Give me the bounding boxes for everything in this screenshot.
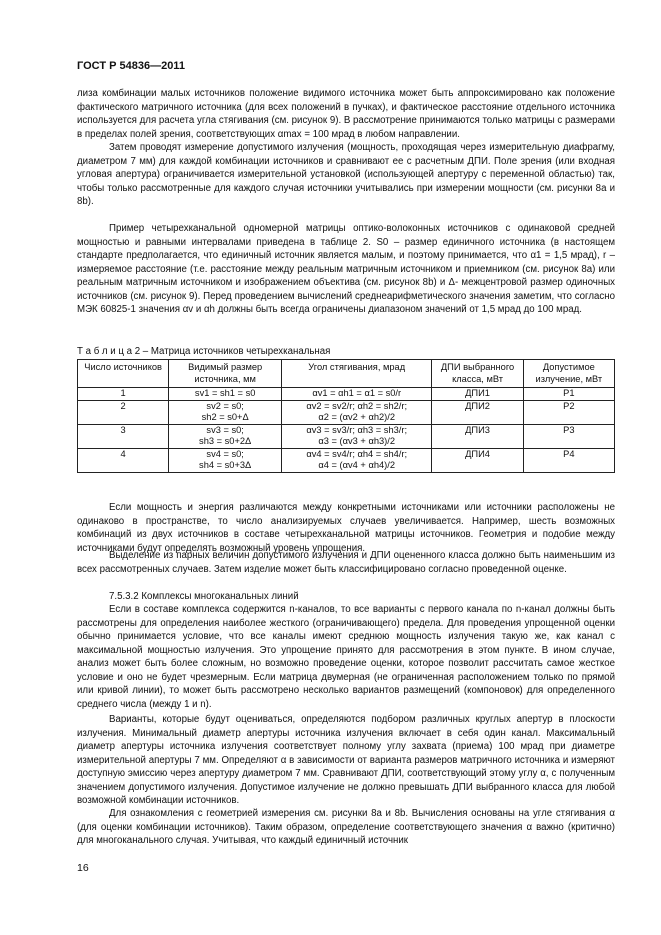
table-row (78, 388, 615, 401)
cell-line: sv2 = s0; (206, 400, 244, 411)
table-row (78, 424, 615, 448)
cell-count: 1 (78, 388, 169, 401)
paragraph-measurement: Затем проводят измерение допустимого излучения (мощность, проходящая через измерительную диафрагму, диаметром 7 мм) для каждой комбинации источников и сравнивают ее с расчетным ДПИ. Поле зрения (или входная угловая апертура) ограничивается измерительной установкой (использующей апертуру с переменной областью) так, чтобы только рассмотренные для каждого случая источники учитывались при измерении мощности (см. рисунки 8а и 8b). (77, 142, 615, 207)
paragraph-geometry: Для ознакомления с геометрией измерения см. рисунки 8а и 8b. Вычисления основаны на угле стягивания α (для оценки комбинации источников). Таким образом, определение соответствующего значения α важно (критично) для многоканального случая. Учитывая, что каждый единичный источник (77, 808, 615, 846)
cell-count: 3 (78, 424, 169, 448)
cell-line: αv4 = sv4/r; αh4 = sh4/r; (306, 448, 408, 459)
cell-size: sv1 = sh1 = s0 (169, 388, 282, 401)
cell-count: 2 (78, 400, 169, 424)
cell-line: αv3 = sv3/r; αh3 = sh3/r; (306, 424, 408, 435)
cell-angle (282, 400, 432, 424)
source-matrix-table (77, 359, 615, 473)
cell-line: sv4 = s0; (206, 448, 244, 459)
cell-size (169, 424, 282, 448)
cell-line: sh3 = s0+2Δ (199, 436, 252, 446)
paragraph-continuation: лиза комбинации малых источников положение видимого источника может быть аппроксимировано как положение фактического матричного источника (для всех положений в пучках), и фактическое расстояние отдельного источника используется для расчета угла стягивания (см. рисунок 9). В рассмотрение принимаются только матрицы с размерами в пределах полей зрения, соответствующих αmax = 100 мрад в любом направлении. (77, 88, 615, 140)
cell-size (169, 400, 282, 424)
header-ael: ДПИ выбранного класса, мВт (432, 360, 523, 388)
section-heading: 7.5.3.2 Комплексы многоканальных линий (109, 591, 299, 602)
cell-line: sh4 = s0+3Δ (199, 460, 252, 470)
cell-size (169, 448, 282, 472)
cell-line: sh2 = s0+Δ (201, 412, 249, 422)
cell-ael: ДПИ2 (432, 400, 523, 424)
table-row (78, 400, 615, 424)
cell-power: P4 (523, 448, 614, 472)
cell-angle: αv1 = αh1 = α1 = s0/r (282, 388, 432, 401)
cell-line: α4 = (αv4 + αh4)/2 (318, 460, 396, 470)
cell-power: P3 (523, 424, 614, 448)
cell-line: α3 = (αv3 + αh3)/2 (318, 436, 396, 446)
cell-ael: ДПИ4 (432, 448, 523, 472)
header-visible-size: Видимый размер источника, мм (169, 360, 282, 388)
paragraph-selection: Выделение из парных величин допустимого излучения и ДПИ оцененного класса должно быть наименьшим из всех рассмотренных случаев. Затем изделие может быть классифицировано согласно проведенной оценке. (77, 550, 615, 575)
cell-power: P2 (523, 400, 614, 424)
cell-line: sv3 = s0; (206, 424, 244, 435)
page-number: 16 (77, 862, 89, 874)
header-subtense-angle: Угол стягивания, мрад (282, 360, 432, 388)
table-header-row (78, 360, 615, 388)
cell-angle (282, 424, 432, 448)
cell-angle (282, 448, 432, 472)
table-caption: Т а б л и ц а 2 – Матрица источников четырехканальная (77, 346, 331, 357)
header-source-count: Число источников (78, 360, 169, 388)
cell-ael: ДПИ3 (432, 424, 523, 448)
cell-line: αv2 = sv2/r; αh2 = sh2/r; (306, 400, 408, 411)
header-allowed-emission: Допустимое излучение, мВт (523, 360, 614, 388)
paragraph-multichannel: Если в составе комплекса содержится n-каналов, то все варианты с первого канала по n-канал должны быть рассмотрены для определения наиболее жесткого (ограничивающего) предела. Для проведения упрощенной оценки обычно принимается условие, что все каналы имеют среднюю мощность излучения такую же, как канал с максимальной мощностью излучения. Это упрощение принято для рассмотрения в этом пункте. В ином случае, анализ может быть более сложным, но возможно проведение оценки, которое позволит рассчитать самое жесткое условие и оно не будет чрезмерным. Если матрица двумерная (не ограниченная расположением только по прямой или кривой линии), то может быть рассмотрено несколько вариантов размещений (компоновок) для определенного среднего числа (между 1 и n). (77, 604, 615, 710)
table-row (78, 448, 615, 472)
paragraph-apertures: Варианты, которые будут оцениваться, определяются подбором различных круглых апертур в плоскости излучения. Минимальный диаметр апертуры источника излучения включает в себя один канал. Максимальный диаметр апертуры источника излучения соответствует полному углу захвата (приема) 100 мрад при диаметре измерительной апертуры 7 мм. Определяют α в зависимости от варианта размеров матричного источника и измеряют доступную эмиссию через апертуру диаметром 7 мм. Сравнивают ДПИ, соответствующий этому углу α, с полученным значением допустимого излучения. Допустимое излучение не должно превышать ДПИ выбранного класса для любой возможной комбинации источников. (77, 714, 615, 806)
cell-power: P1 (523, 388, 614, 401)
cell-line: α2 = (αv2 + αh2)/2 (318, 412, 396, 422)
cell-count: 4 (78, 448, 169, 472)
paragraph-variation: Если мощность и энергия различаются между конкретными источниками или источники расположены не одинаково в пространстве, то число анализируемых случаев увеличивается. Например, шесть возможных комбинаций из двух источников в составе четырехканальной матрицы источников. Геометрия и подобие между источниками будут определять возможный уровень упрощения. (77, 502, 615, 554)
document-header: ГОСТ Р 54836—2011 (77, 60, 185, 72)
cell-ael: ДПИ1 (432, 388, 523, 401)
paragraph-example: Пример четырехканальной одномерной матрицы оптико-волоконных источников с одинаковой средней мощностью и равными интервалами приведена в таблице 2. S0 – размер единичного источника (в настоящем стандарте предполагается, что единичный источник является малым, и поэтому принимается, что α1 = 1,5 мрад), r – измеряемое расстояние (т.е. расстояние между реальным матричным источником и приемником (см. рисунок 8а) или реальным матричным источником и изображением объектива (см. рисунок 8b) и Δ- межцентровой размер одиночных источников (см. рисунок 9). Перед проведением вычислений среднеарифметического значения заметим, что согласно МЭК 60825-1 значения αv и αh должны быть всегда ограничены диапазоном значений от 1,5 мрад до 100 мрад. (77, 223, 615, 315)
